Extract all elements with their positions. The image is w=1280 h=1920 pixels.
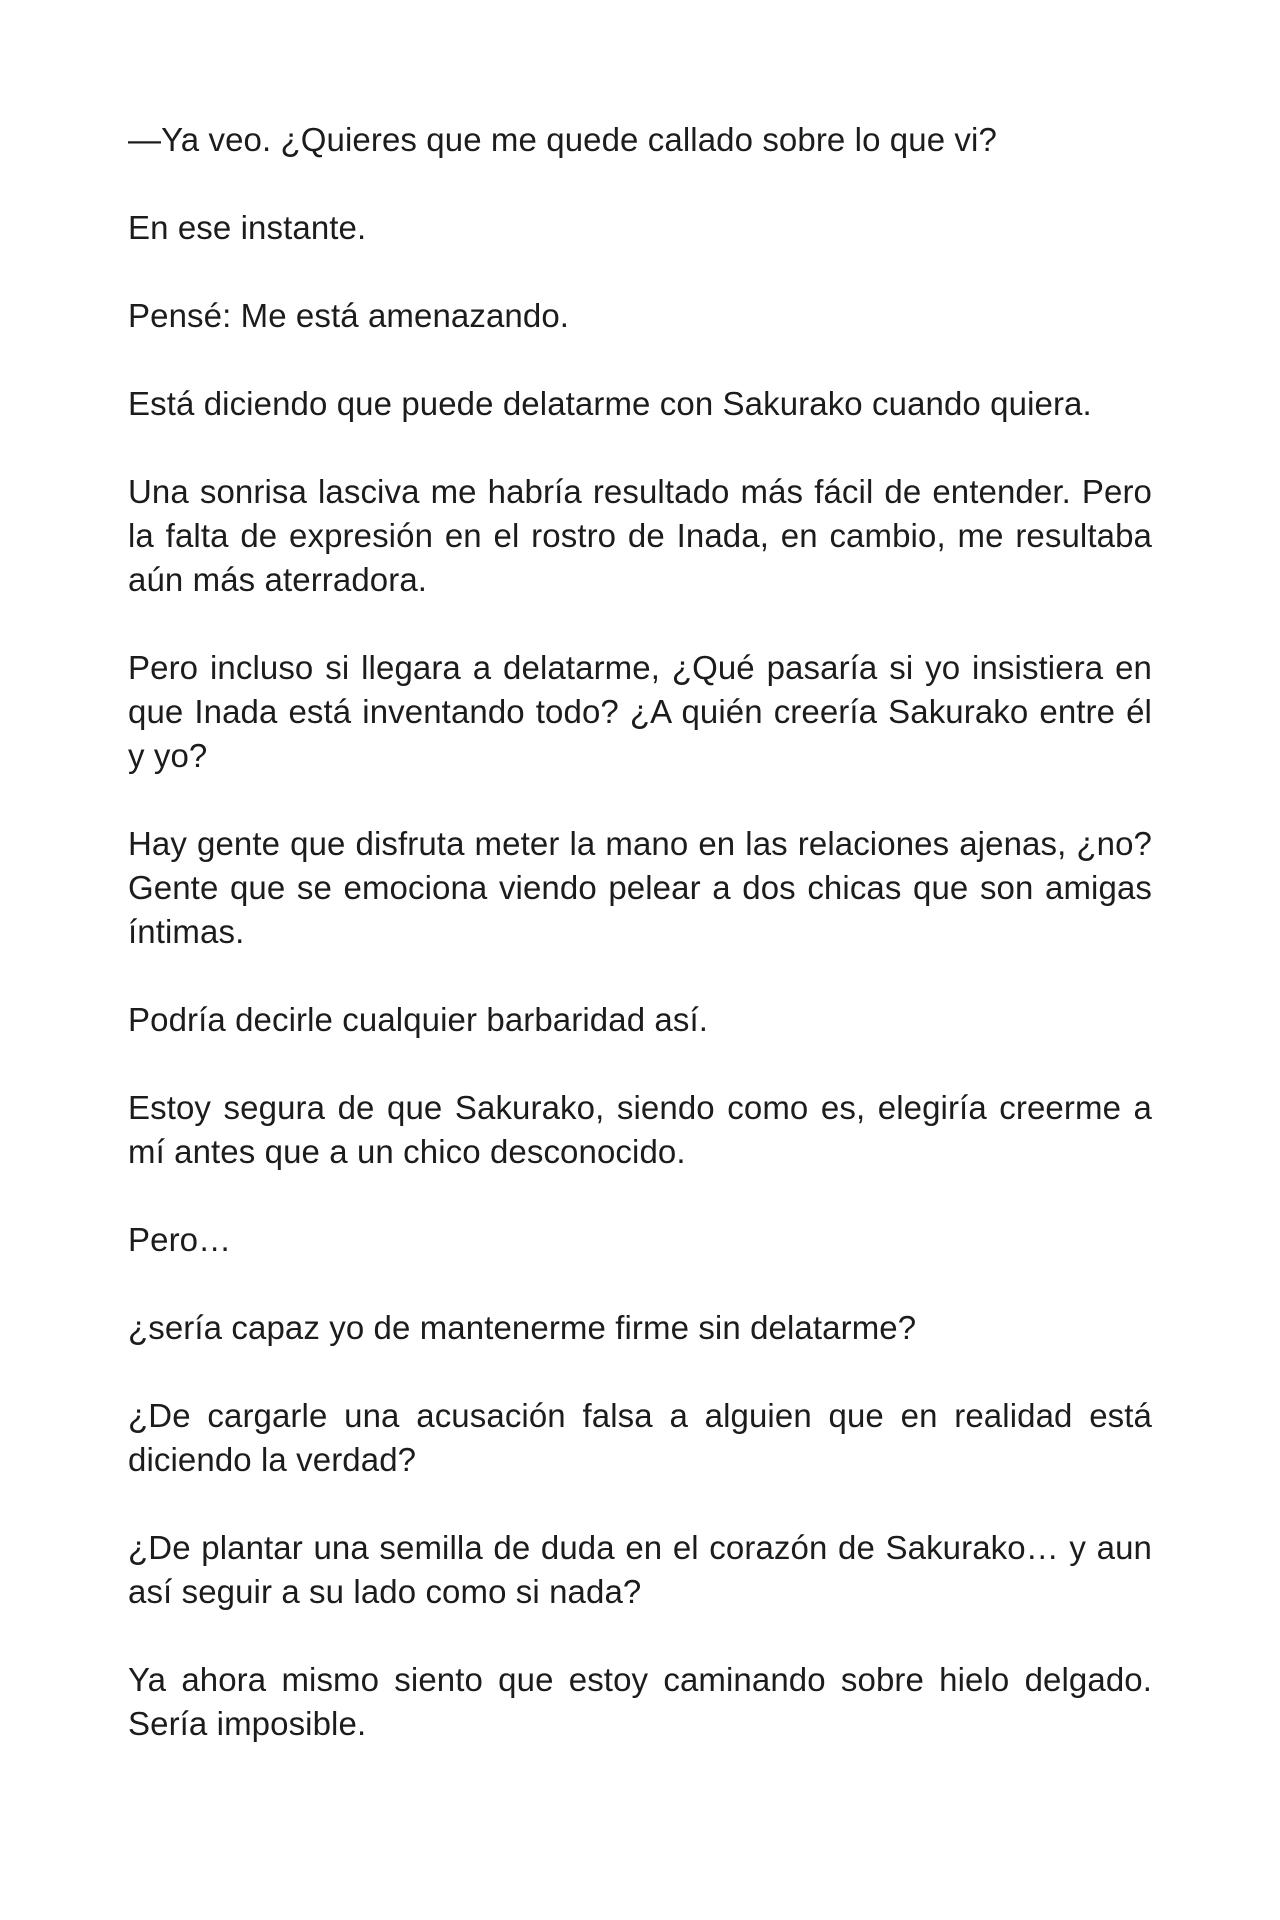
paragraph: Pero… <box>128 1221 232 1258</box>
paragraph: ¿De plantar una semilla de duda en el corazón de Sakurako… y aun así seguir a su lado como si nada? <box>128 1529 1152 1610</box>
paragraph: Estoy segura de que Sakurako, siendo como es, elegiría creerme a mí antes que a un chico desconocido. <box>128 1089 1152 1170</box>
paragraph: ¿De cargarle una acusación falsa a alguien que en realidad está diciendo la verdad? <box>128 1397 1152 1478</box>
paragraph: Está diciendo que puede delatarme con Sakurako cuando quiera. <box>128 385 1092 422</box>
paragraph: Hay gente que disfruta meter la mano en las relaciones ajenas, ¿no? Gente que se emociona viendo pelear a dos chicas que son amigas íntimas. <box>128 825 1152 950</box>
paragraph: Pensé: Me está amenazando. <box>128 297 570 334</box>
paragraph: Ya ahora mismo siento que estoy caminando sobre hielo delgado. Sería imposible. <box>128 1661 1152 1742</box>
paragraph: ¿sería capaz yo de mantenerme firme sin delatarme? <box>128 1309 917 1346</box>
paragraph: Una sonrisa lasciva me habría resultado más fácil de entender. Pero la falta de expresión en el rostro de Inada, en cambio, me resultaba aún más aterradora. <box>128 473 1152 598</box>
paragraph: Pero incluso si llegara a delatarme, ¿Qué pasaría si yo insistiera en que Inada está inventando todo? ¿A quién creería Sakurako entre él y yo? <box>128 649 1152 774</box>
paragraph: Podría decirle cualquier barbaridad así. <box>128 1001 709 1038</box>
paragraph: En ese instante. <box>128 209 367 246</box>
paragraph: —Ya veo. ¿Quieres que me quede callado sobre lo que vi? <box>128 121 997 158</box>
